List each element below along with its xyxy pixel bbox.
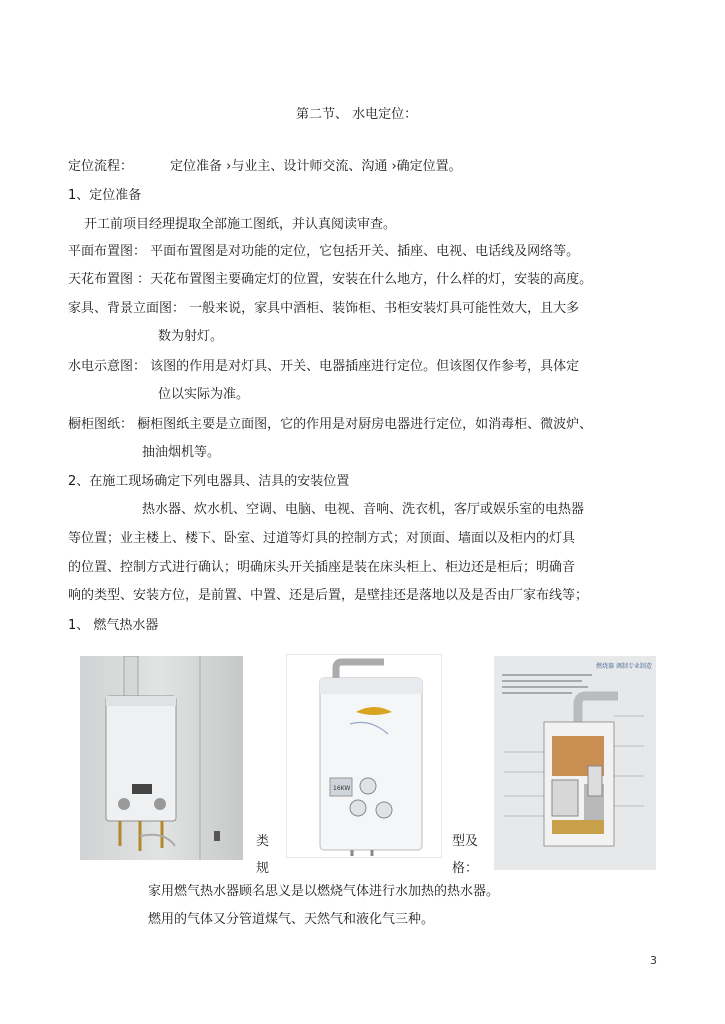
flow-text: 定位准备 ›与业主、设计师交流、沟通 ›确定位置。 xyxy=(170,159,462,174)
s2-p1: 热水器、炊水机、空调、电脑、电视、音响、洗衣机，客厅或娱乐室的电热器 xyxy=(142,502,585,517)
flow-label: 定位流程： xyxy=(68,159,134,174)
cross-section-title: 燃烧器 调制专业制造 xyxy=(596,663,652,670)
s1-furniture-cont: 数为射灯。 xyxy=(158,329,224,344)
s2-p2: 等位置；业主楼上、楼下、卧室、过道等灯具的控制方式；对顶面、墙面以及柜内的灯具 xyxy=(68,531,576,546)
caption-ge: 格： xyxy=(452,861,479,876)
heater-display-text: 16KW xyxy=(333,785,351,792)
gas-desc-2: 燃用的气体又分管道煤气、天然气和液化气三种。 xyxy=(148,912,435,927)
s1-ceiling: 天花布置图 ：天花布置图主要确定灯的位置，安装在什么地方，什么样的灯，安装的高度。 xyxy=(68,272,593,287)
s1-intro: 开工前项目经理提取全部施工图纸，并认真阅读审查。 xyxy=(84,217,397,232)
gas-desc-1: 家用燃气热水器顾名思义是以燃烧气体进行水加热的热水器。 xyxy=(148,884,500,899)
s2-p4: 响的类型、安装方位，是前置、中置、还是后置，是壁挂还是落地以及是否由厂家布线等； xyxy=(68,588,589,603)
s1-plan: 平面布置图： 平面布置图是对功能的定位，它包括开关、插座、电视、电话线及网络等。 xyxy=(68,244,580,259)
section-heading: 第二节、 水电定位： xyxy=(296,107,418,122)
heater-cross-section-photo xyxy=(494,656,656,870)
caption-lei: 类 xyxy=(256,834,270,849)
page-number: 3 xyxy=(650,954,657,967)
heater-product-photo xyxy=(286,654,442,858)
caption-xing-ji: 型及 xyxy=(452,834,479,849)
s2-p3: 的位置、控制方式进行确认；明确床头开关插座是装在床头柜上、柜边还是柜后；明确音 xyxy=(68,560,576,575)
s1-wiring-cont: 位以实际为准。 xyxy=(158,387,250,402)
gas-heater-title: 1、 燃气热水器 xyxy=(68,618,159,633)
s1-cabinet: 橱柜图纸： 橱柜图纸主要是立面图，它的作用是对厨房电器进行定位，如消毒柜、微波炉、 xyxy=(68,417,593,432)
s1-title: 1、定位准备 xyxy=(68,188,142,203)
s1-cabinet-cont: 抽油烟机等。 xyxy=(142,445,221,460)
heater-installed-photo xyxy=(80,656,243,860)
s1-furniture: 家具、背景立面图： 一般来说，家具中酒柜、装饰柜、书柜安装灯具可能性效大，且大多 xyxy=(68,301,580,316)
caption-gui: 规 xyxy=(256,861,270,876)
s1-wiring: 水电示意图： 该图的作用是对灯具、开关、电器插座进行定位。但该图仅作参考，具体定 xyxy=(68,359,580,374)
s2-title: 2、在施工现场确定下列电器具、洁具的安装位置 xyxy=(68,474,350,489)
